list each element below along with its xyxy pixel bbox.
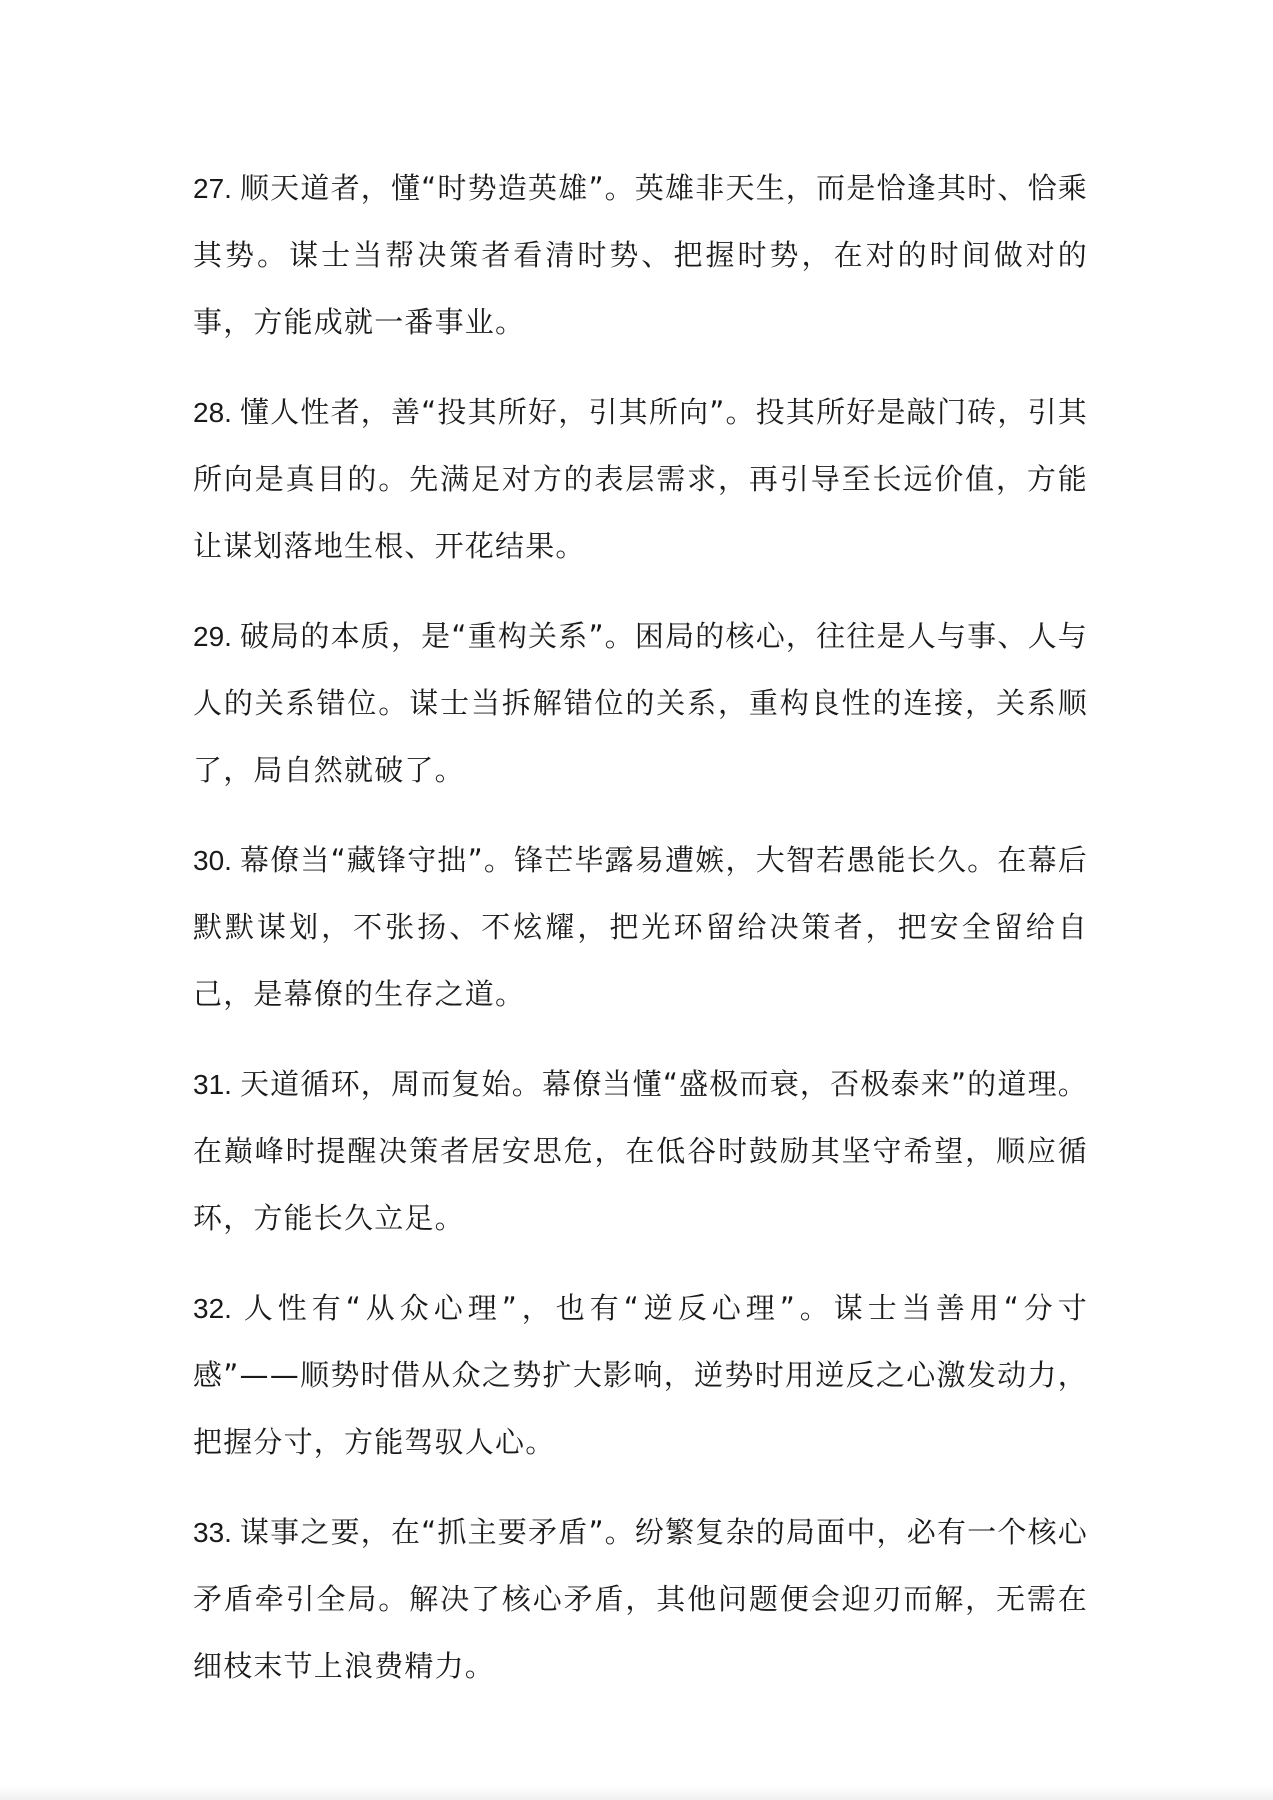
item-text: 人性有“从众心理”，也有“逆反心理”。谋士当善用“分寸感”——顺势时借从众之势扩大影响，逆势时用逆反之心激发动力，把握分寸，方能驾驭人心。 [193,1291,1088,1459]
list-item [193,1275,1088,1476]
list-item [193,1499,1088,1700]
item-number: 30. [193,845,232,876]
item-text: 懂人性者，善“投其所好，引其所向”。投其所好是敲门砖，引其所向是真目的。先满足对方的表层需求，再引导至长远价值，方能让谋划落地生根、开花结果。 [193,395,1088,563]
item-text: 顺天道者，懂“时势造英雄”。英雄非天生，而是恰逢其时、恰乘其势。谋士当帮决策者看清时势、把握时势，在对的时间做对的事，方能成就一番事业。 [193,171,1088,339]
item-text: 幕僚当“藏锋守拙”。锋芒毕露易遭嫉，大智若愚能长久。在幕后默默谋划，不张扬、不炫耀，把光环留给决策者，把安全留给自己，是幕僚的生存之道。 [193,843,1088,1011]
list-item [193,379,1088,580]
list-item [193,155,1088,356]
list-item [193,603,1088,804]
list-item [193,1051,1088,1252]
item-number: 29. [193,621,232,652]
item-text: 谋事之要，在“抓主要矛盾”。纷繁复杂的局面中，必有一个核心矛盾牵引全局。解决了核心矛盾，其他问题便会迎刃而解，无需在细枝末节上浪费精力。 [193,1515,1088,1683]
item-number: 27. [193,173,232,204]
item-number: 28. [193,397,232,428]
item-text: 天道循环，周而复始。幕僚当懂“盛极而衰，否极泰来”的道理。在巅峰时提醒决策者居安思危，在低谷时鼓励其坚守希望，顺应循环，方能长久立足。 [193,1067,1088,1235]
item-number: 31. [193,1069,232,1100]
document-body [193,155,1088,1723]
page-bottom-edge [0,1786,1273,1800]
item-number: 32. [193,1293,232,1324]
item-text: 破局的本质，是“重构关系”。困局的核心，往往是人与事、人与人的关系错位。谋士当拆解错位的关系，重构良性的连接，关系顺了，局自然就破了。 [193,619,1088,787]
item-number: 33. [193,1517,232,1548]
list-item [193,827,1088,1028]
